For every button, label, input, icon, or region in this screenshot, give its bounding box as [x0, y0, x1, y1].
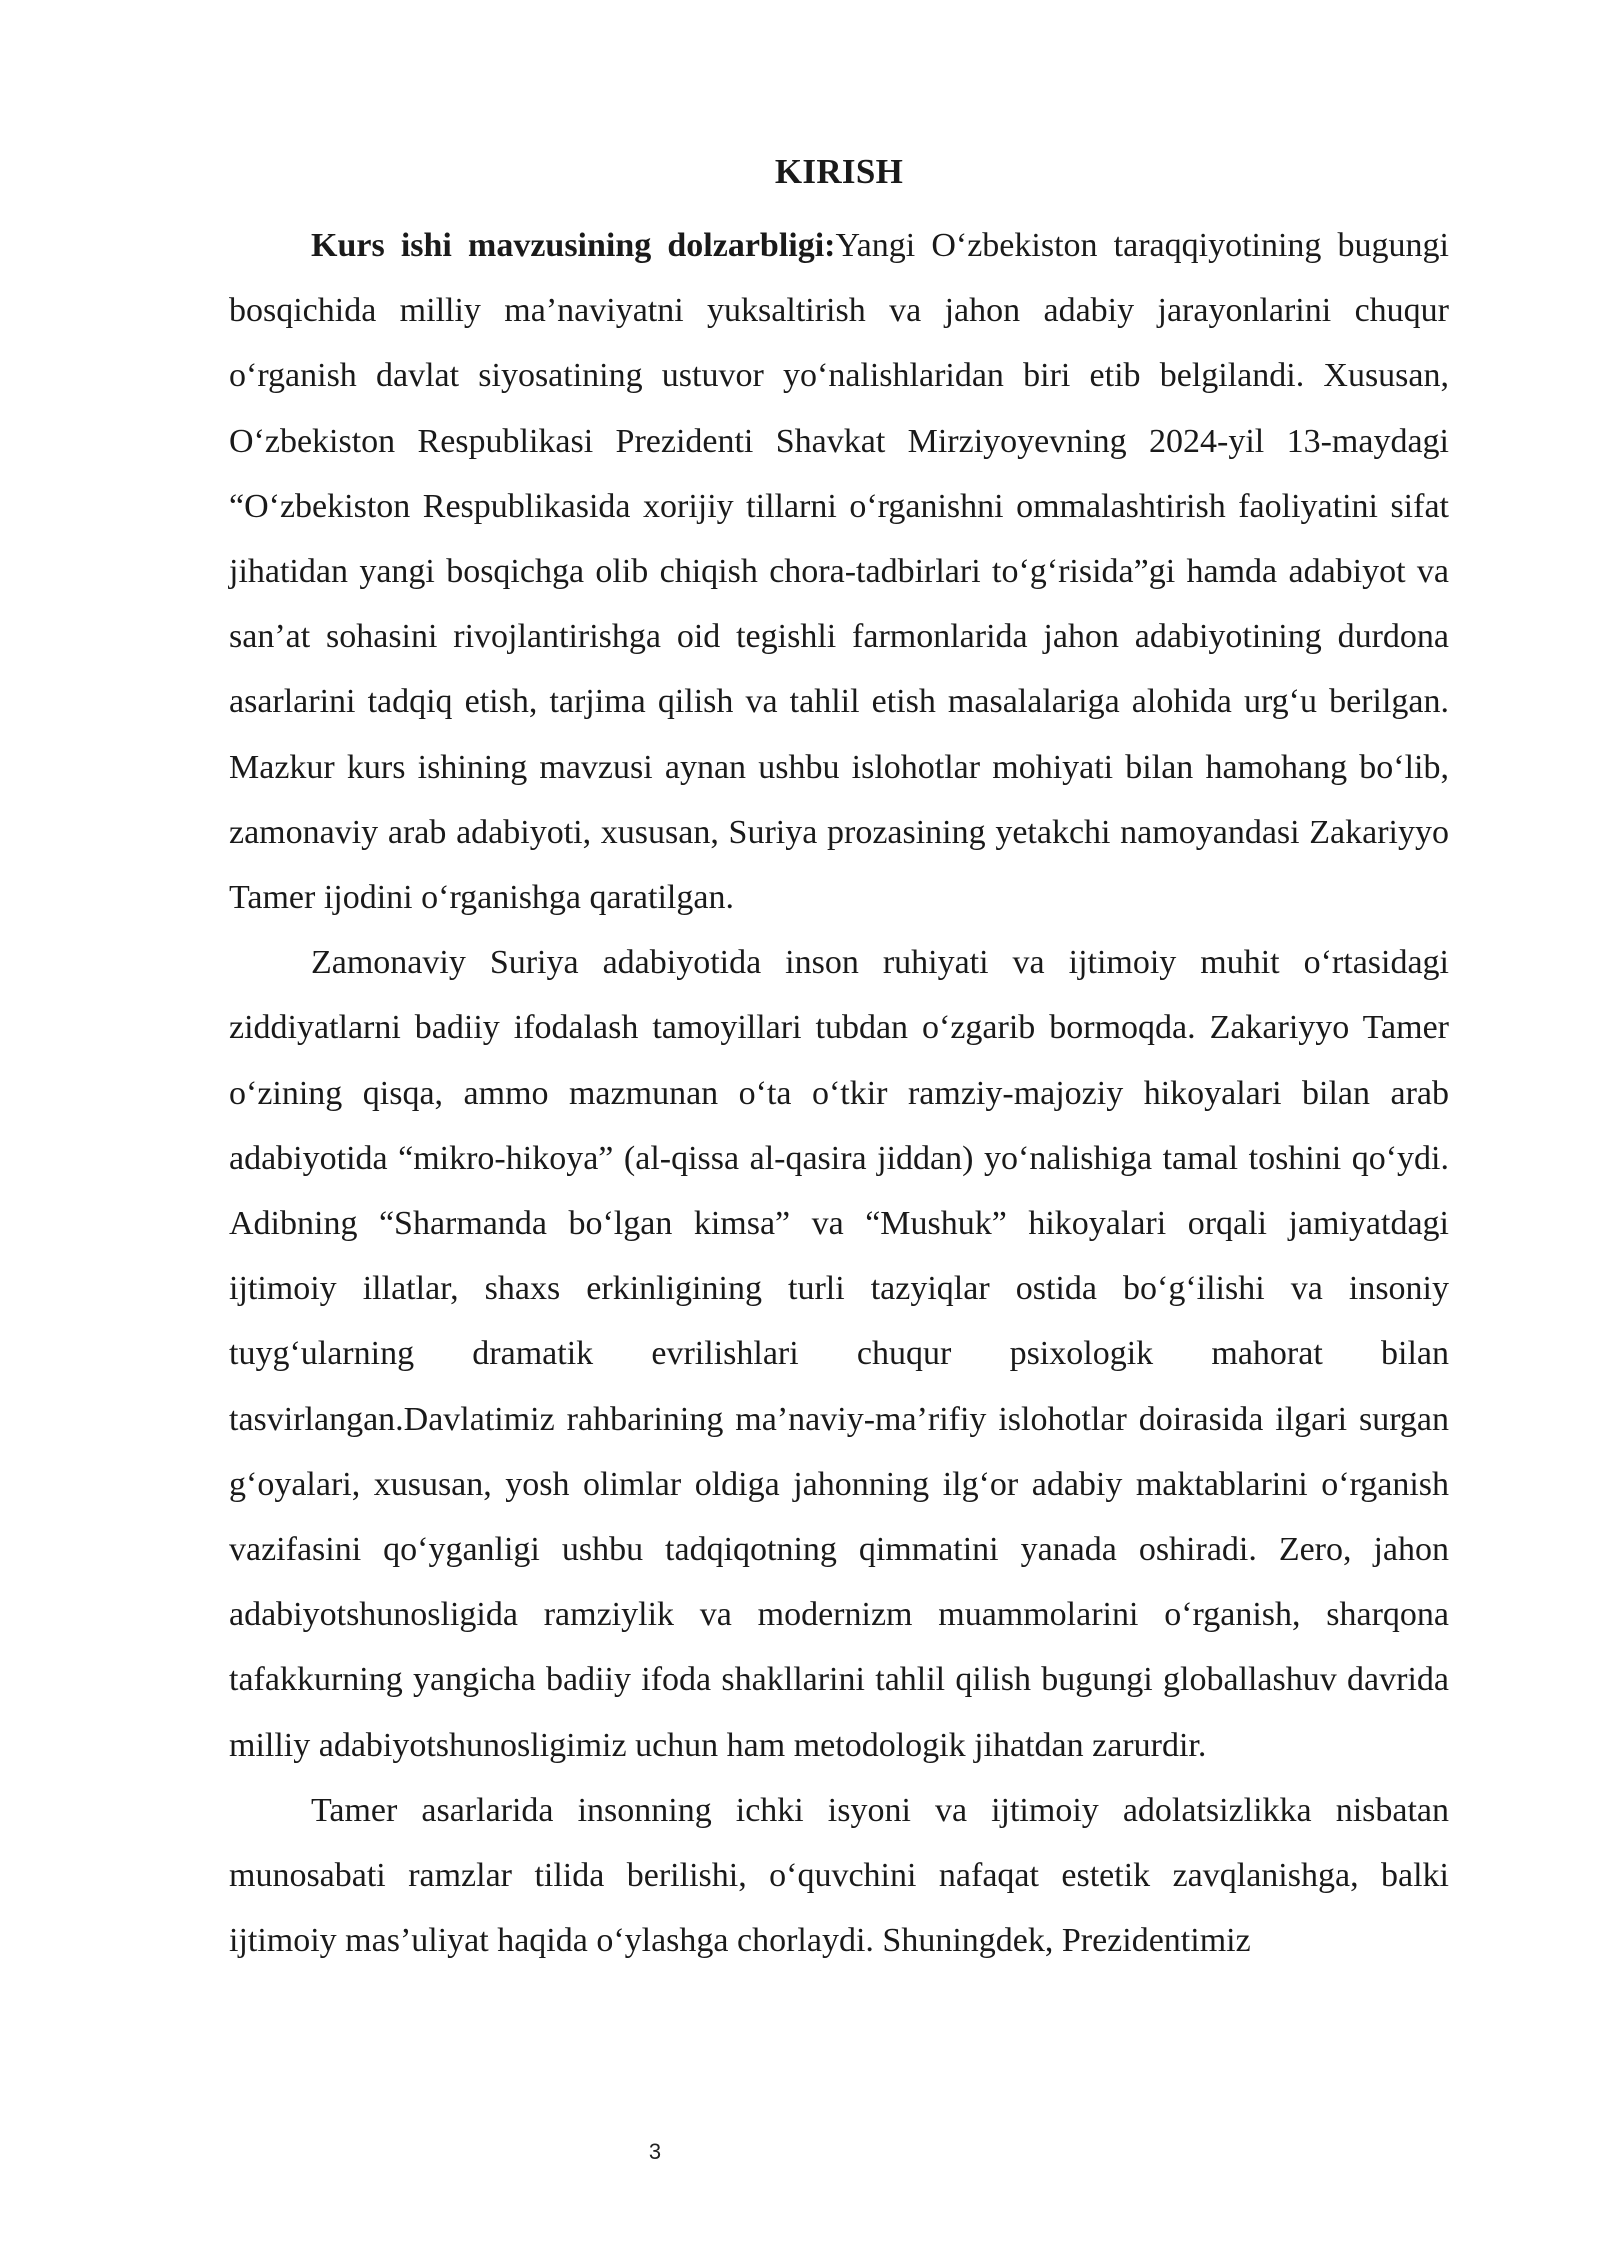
paragraph-text: Yangi O‘zbekiston taraqqiyotining bugungi bosqichida milliy ma’naviyatni yuksaltirish va jahon adabiy jarayonlarini chuqur o‘rganish davlat siyosatining ustuvor yo‘nalishlaridan biri etib belgilandi. Xususan, O‘zbekiston Respublikasi Prezidenti Shavkat Mirziyoyevning 2024-yil 13-maydagi “O‘zbekiston Respublikasida xorijiy tillarni o‘rganishni ommalashtirish faoliyatini sifat jihatidan yangi bosqichga olib chiqish chora-tadbirlari to‘g‘risida”gi hamda adabiyot va san’at sohasini rivojlantirishga oid tegishli farmonlarida jahon adabiyotining durdona asarlarini tadqiq etish, tarjima qilish va tahlil etish masalalariga alohida urg‘u berilgan. Mazkur kurs ishining mavzusi aynan ushbu islohotlar mohiyati bilan hamohang bo‘lib, zamonaviy arab adabiyoti, xususan, Suriya prozasining yetakchi namoyandasi Zakariyyo Tamer ijodini o‘rganishga qaratilgan. [229, 227, 1449, 917]
paragraph-lead: Kurs ishi mavzusining dolzarbligi: [311, 227, 836, 264]
paragraph-relevance [229, 213, 1449, 930]
paragraph-text: Zamonaviy Suriya adabiyotida inson ruhiyati va ijtimoiy muhit o‘rtasidagi ziddiyatlarni badiiy ifodalash tamoyillari tubdan o‘zgarib bormoqda. Zakariyyo Tamer o‘zining qisqa, ammo mazmunan o‘ta o‘tkir ramziy-majoziy hikoyalari bilan arab adabiyotida “mikro-hikoya” (al-qissa al-qasira jiddan) yo‘nalishiga tamal toshini qo‘ydi. Adibning “Sharmanda bo‘lgan kimsa” va “Mushuk” hikoyalari orqali jamiyatdagi ijtimoiy illatlar, shaxs erkinligining turli tazyiqlar ostida bo‘g‘ilishi va insoniy tuyg‘ularning dramatik evrilishlari chuqur psixologik mahorat bilan tasvirlangan.Davlatimiz rahbarining ma’naviy-ma’rifiy islohotlar doirasida ilgari surgan g‘oyalari, xususan, yosh olimlar oldiga jahonning ilg‘or adabiy maktablarini o‘rganish vazifasini qo‘yganligi ushbu tadqiqotning qimmatini yanada oshiradi. Zero, jahon adabiyotshunosligida ramziylik va modernizm muammolarini o‘rganish, sharqona tafakkurning yangicha badiiy ifoda shakllarini tahlil qilish bugungi globallashuv davrida milliy adabiyotshunosligimiz uchun ham metodologik jihatdan zarurdir. [229, 944, 1449, 1764]
page-number: 3 [648, 2139, 662, 2164]
page-content [229, 148, 1449, 1973]
paragraph-syrian-literature [229, 930, 1449, 1778]
section-heading: KIRISH [774, 152, 904, 191]
paragraph-tamer-works [229, 1778, 1449, 1974]
paragraph-text: Tamer asarlarida insonning ichki isyoni va ijtimoiy adolatsizlikka nisbatan munosabati ramzlar tilida berilishi, o‘quvchini nafaqat estetik zavqlanishga, balki ijtimoiy mas’uliyat haqida o‘ylashga chorlaydi. Shuningdek, Prezidentimiz [229, 1791, 1449, 1960]
